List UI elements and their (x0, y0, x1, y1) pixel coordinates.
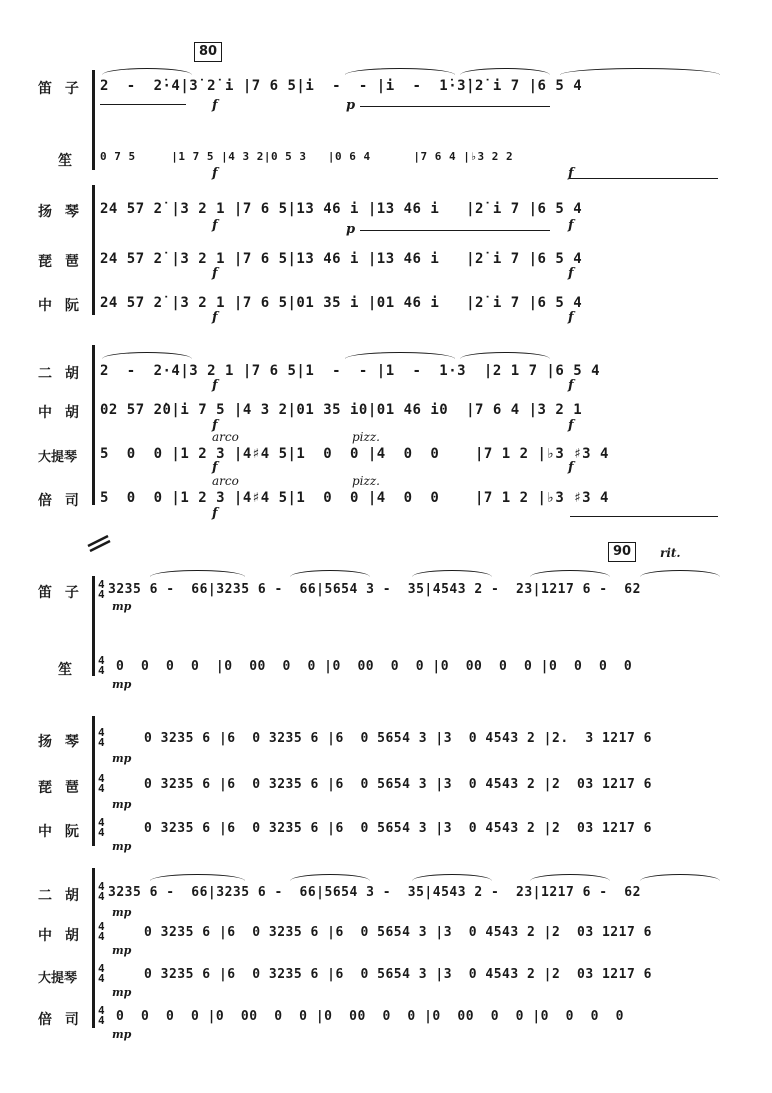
slur (290, 570, 370, 577)
notes-erhu: 3235 6 - 66|3235 6 - 66|5654 3 - 35|4543 2 - 23|1217 6 - 62 (108, 885, 641, 900)
notes-erhu: 2 - 2·4|3 2 1 |7 6 5|1 - - |1 - 1·3 |2 1 7 |6 5 4 (100, 363, 601, 379)
instrument-label-cello: 大提琴 (38, 450, 78, 465)
instrument-label-sheng: 笙 (58, 662, 76, 678)
notes-contrabass: 0 0 0 0 |0 00 0 0 |0 00 0 0 |0 00 0 0 |0 0 0 0 (116, 1009, 624, 1024)
notes-dizi: 3235 6 - 66|3235 6 - 66|5654 3 - 35|4543 2 - 23|1217 6 - 62 (108, 582, 641, 597)
rehearsal-mark-90: 90 (608, 542, 636, 562)
notes-dizi: 2 - 2̇·4|3̇ 2̇ i |7 6 5|i - - |i - 1̇·3̇|2̇ i 7 |6 5 4 (100, 78, 583, 94)
time-sig-bottom: 4 (98, 826, 105, 839)
time-signature (98, 728, 105, 748)
staff-pipa (94, 777, 720, 801)
crescendo-hairpin (100, 104, 186, 105)
staff-yangqin (94, 731, 720, 755)
slur (560, 68, 720, 75)
slur (102, 68, 192, 75)
staff-cello (94, 446, 720, 470)
dynamic-mp: mp (112, 752, 132, 765)
time-sig-top: 4 (98, 920, 105, 933)
instrument-label-dizi: 笛 子 (38, 585, 83, 601)
staff-sheng (94, 659, 720, 683)
instrument-label-contrabass: 倍 司 (38, 493, 83, 509)
staff-zhongruan (94, 295, 720, 319)
slur (640, 570, 720, 577)
dynamic-mp: mp (112, 798, 132, 811)
time-sig-top: 4 (98, 578, 105, 591)
time-sig-bottom: 4 (98, 890, 105, 903)
instrument-label-erhu: 二 胡 (38, 888, 83, 904)
staff-erhu (94, 363, 720, 387)
time-sig-bottom: 4 (98, 930, 105, 943)
notes-cello: 0 3235 6 |6 0 3235 6 |6 0 5654 3 |3 0 4543 2 |2 03 1217 6 (144, 967, 652, 982)
dynamic-mp: mp (112, 840, 132, 853)
time-sig-bottom: 4 (98, 782, 105, 795)
dynamic-mp: mp (112, 906, 132, 919)
dynamic-f: f (212, 378, 218, 393)
slur (345, 68, 455, 75)
staff-cello (94, 967, 720, 991)
time-sig-top: 4 (98, 880, 105, 893)
notes-zhongruan: 24 57 2̇ |3 2 1 |7 6 5|01 35 i |01 46 i |2̇ i 7 |6 5 4 (100, 295, 583, 311)
dynamic-mp: mp (112, 678, 132, 691)
dynamic-f: f (568, 218, 574, 233)
notes-zhongruan: 0 3235 6 |6 0 3235 6 |6 0 5654 3 |3 0 4543 2 |2 03 1217 6 (144, 821, 652, 836)
staff-dizi (94, 582, 720, 606)
dynamic-mp: mp (112, 986, 132, 999)
instrument-label-contrabass: 倍 司 (38, 1012, 83, 1028)
dynamic-f: f (212, 166, 218, 181)
dynamic-f: f (568, 460, 574, 475)
time-sig-top: 4 (98, 654, 105, 667)
staff-pipa (94, 251, 720, 275)
slur (530, 570, 610, 577)
time-signature (98, 922, 105, 942)
system-divider-icon (86, 532, 112, 552)
time-sig-top: 4 (98, 816, 105, 829)
slur (150, 874, 245, 881)
crescendo-hairpin (360, 106, 550, 107)
crescendo-hairpin (570, 178, 718, 179)
slur (150, 570, 245, 577)
slur (460, 68, 550, 75)
instrument-label-yangqin: 扬 琴 (38, 204, 83, 220)
time-sig-bottom: 4 (98, 588, 105, 601)
time-sig-top: 4 (98, 1004, 105, 1017)
time-sig-top: 4 (98, 726, 105, 739)
dynamic-f: f (568, 310, 574, 325)
rehearsal-mark-80: 80 (194, 42, 222, 62)
time-sig-top: 4 (98, 962, 105, 975)
time-signature (98, 774, 105, 794)
dynamic-f: f (212, 418, 218, 433)
instrument-label-zhonghu: 中 胡 (38, 405, 83, 421)
time-signature (98, 1006, 105, 1026)
time-signature (98, 882, 105, 902)
instrument-label-zhonghu: 中 胡 (38, 928, 83, 944)
slur (460, 352, 550, 359)
crescendo-hairpin (570, 516, 718, 517)
instrument-label-cello: 大提琴 (38, 971, 78, 986)
staff-zhongruan (94, 821, 720, 845)
instrument-label-erhu: 二 胡 (38, 366, 83, 382)
dynamic-mp: mp (112, 600, 132, 613)
dynamic-f: f (568, 266, 574, 281)
time-signature (98, 964, 105, 984)
notes-zhonghu: 0 3235 6 |6 0 3235 6 |6 0 5654 3 |3 0 4543 2 |2 03 1217 6 (144, 925, 652, 940)
dynamic-f: f (568, 378, 574, 393)
dynamic-p: p (346, 222, 356, 237)
slur (640, 874, 720, 881)
slur (102, 352, 192, 359)
dynamic-f: f (212, 98, 218, 113)
dynamic-f: f (568, 166, 574, 181)
notes-pipa: 24 57 2̇ |3 2 1 |7 6 5|13 46 i |13 46 i |2̇ i 7 |6 5 4 (100, 251, 583, 267)
staff-zhonghu (94, 402, 720, 426)
notes-cello: 5 0 0 |1 2 3 |4♯4 5|1 0 0 |4 0 0 |7 1 2 |♭3 ♯3 4 (100, 446, 609, 462)
time-sig-top: 4 (98, 772, 105, 785)
dynamic-f: f (212, 506, 218, 521)
arco-marking: arco (212, 474, 239, 488)
instrument-label-pipa: 琵 琶 (38, 780, 83, 796)
instrument-label-zhongruan: 中 阮 (38, 824, 83, 840)
pizz-marking: pizz. (352, 474, 380, 488)
instrument-label-pipa: 琵 琶 (38, 254, 83, 270)
staff-zhonghu (94, 925, 720, 949)
dynamic-f: f (568, 418, 574, 433)
time-sig-bottom: 4 (98, 1014, 105, 1027)
dynamic-f: f (212, 460, 218, 475)
time-signature (98, 580, 105, 600)
notes-sheng: 0 0 0 0 |0 00 0 0 |0 00 0 0 |0 00 0 0 |0 0 0 0 (116, 659, 633, 674)
dynamic-f: f (212, 266, 218, 281)
crescendo-hairpin (360, 230, 550, 231)
instrument-label-sheng: 笙 (58, 153, 76, 169)
staff-erhu (94, 885, 720, 909)
slur (345, 352, 455, 359)
notes-yangqin: 0 3235 6 |6 0 3235 6 |6 0 5654 3 |3 0 4543 2 |2. 3 1217 6 (144, 731, 652, 746)
time-signature (98, 656, 105, 676)
instrument-label-yangqin: 扬 琴 (38, 734, 83, 750)
staff-contrabass (94, 1009, 720, 1033)
instrument-label-dizi: 笛 子 (38, 81, 83, 97)
notes-contrabass: 5 0 0 |1 2 3 |4♯4 5|1 0 0 |4 0 0 |7 1 2 |♭3 ♯3 4 (100, 490, 609, 506)
staff-dizi (94, 78, 720, 102)
slur (290, 874, 370, 881)
staff-yangqin (94, 201, 720, 225)
staff-contrabass (94, 490, 720, 514)
dynamic-mp: mp (112, 1028, 132, 1041)
notes-yangqin: 24 57 2̇ |3 2 1 |7 6 5|13 46 i |13 46 i |2̇ i 7 |6 5 4 (100, 201, 583, 217)
dynamic-mp: mp (112, 944, 132, 957)
slur (530, 874, 610, 881)
notes-zhonghu: 02 57 2̇0|i 7 5 |4 3 2|01 35 i0|01 46 i0 |7 6 4 |3 2 1 (100, 402, 583, 418)
staff-sheng (94, 150, 720, 174)
time-signature (98, 818, 105, 838)
slur (412, 874, 492, 881)
time-sig-bottom: 4 (98, 972, 105, 985)
pizz-marking: pizz. (352, 430, 380, 444)
dynamic-p: p (346, 98, 356, 113)
instrument-label-zhongruan: 中 阮 (38, 298, 83, 314)
time-sig-bottom: 4 (98, 664, 105, 677)
notes-pipa: 0 3235 6 |6 0 3235 6 |6 0 5654 3 |3 0 4543 2 |2 03 1217 6 (144, 777, 652, 792)
dynamic-f: f (212, 310, 218, 325)
arco-marking: arco (212, 430, 239, 444)
slur (412, 570, 492, 577)
dynamic-f: f (212, 218, 218, 233)
time-sig-bottom: 4 (98, 736, 105, 749)
notes-sheng: 0 7 5 |1 7 5 |4 3 2|0 5 3 |0 6 4 |7 6 4 |♭3 2 2 (100, 150, 514, 163)
tempo-rit: rit. (660, 546, 681, 560)
